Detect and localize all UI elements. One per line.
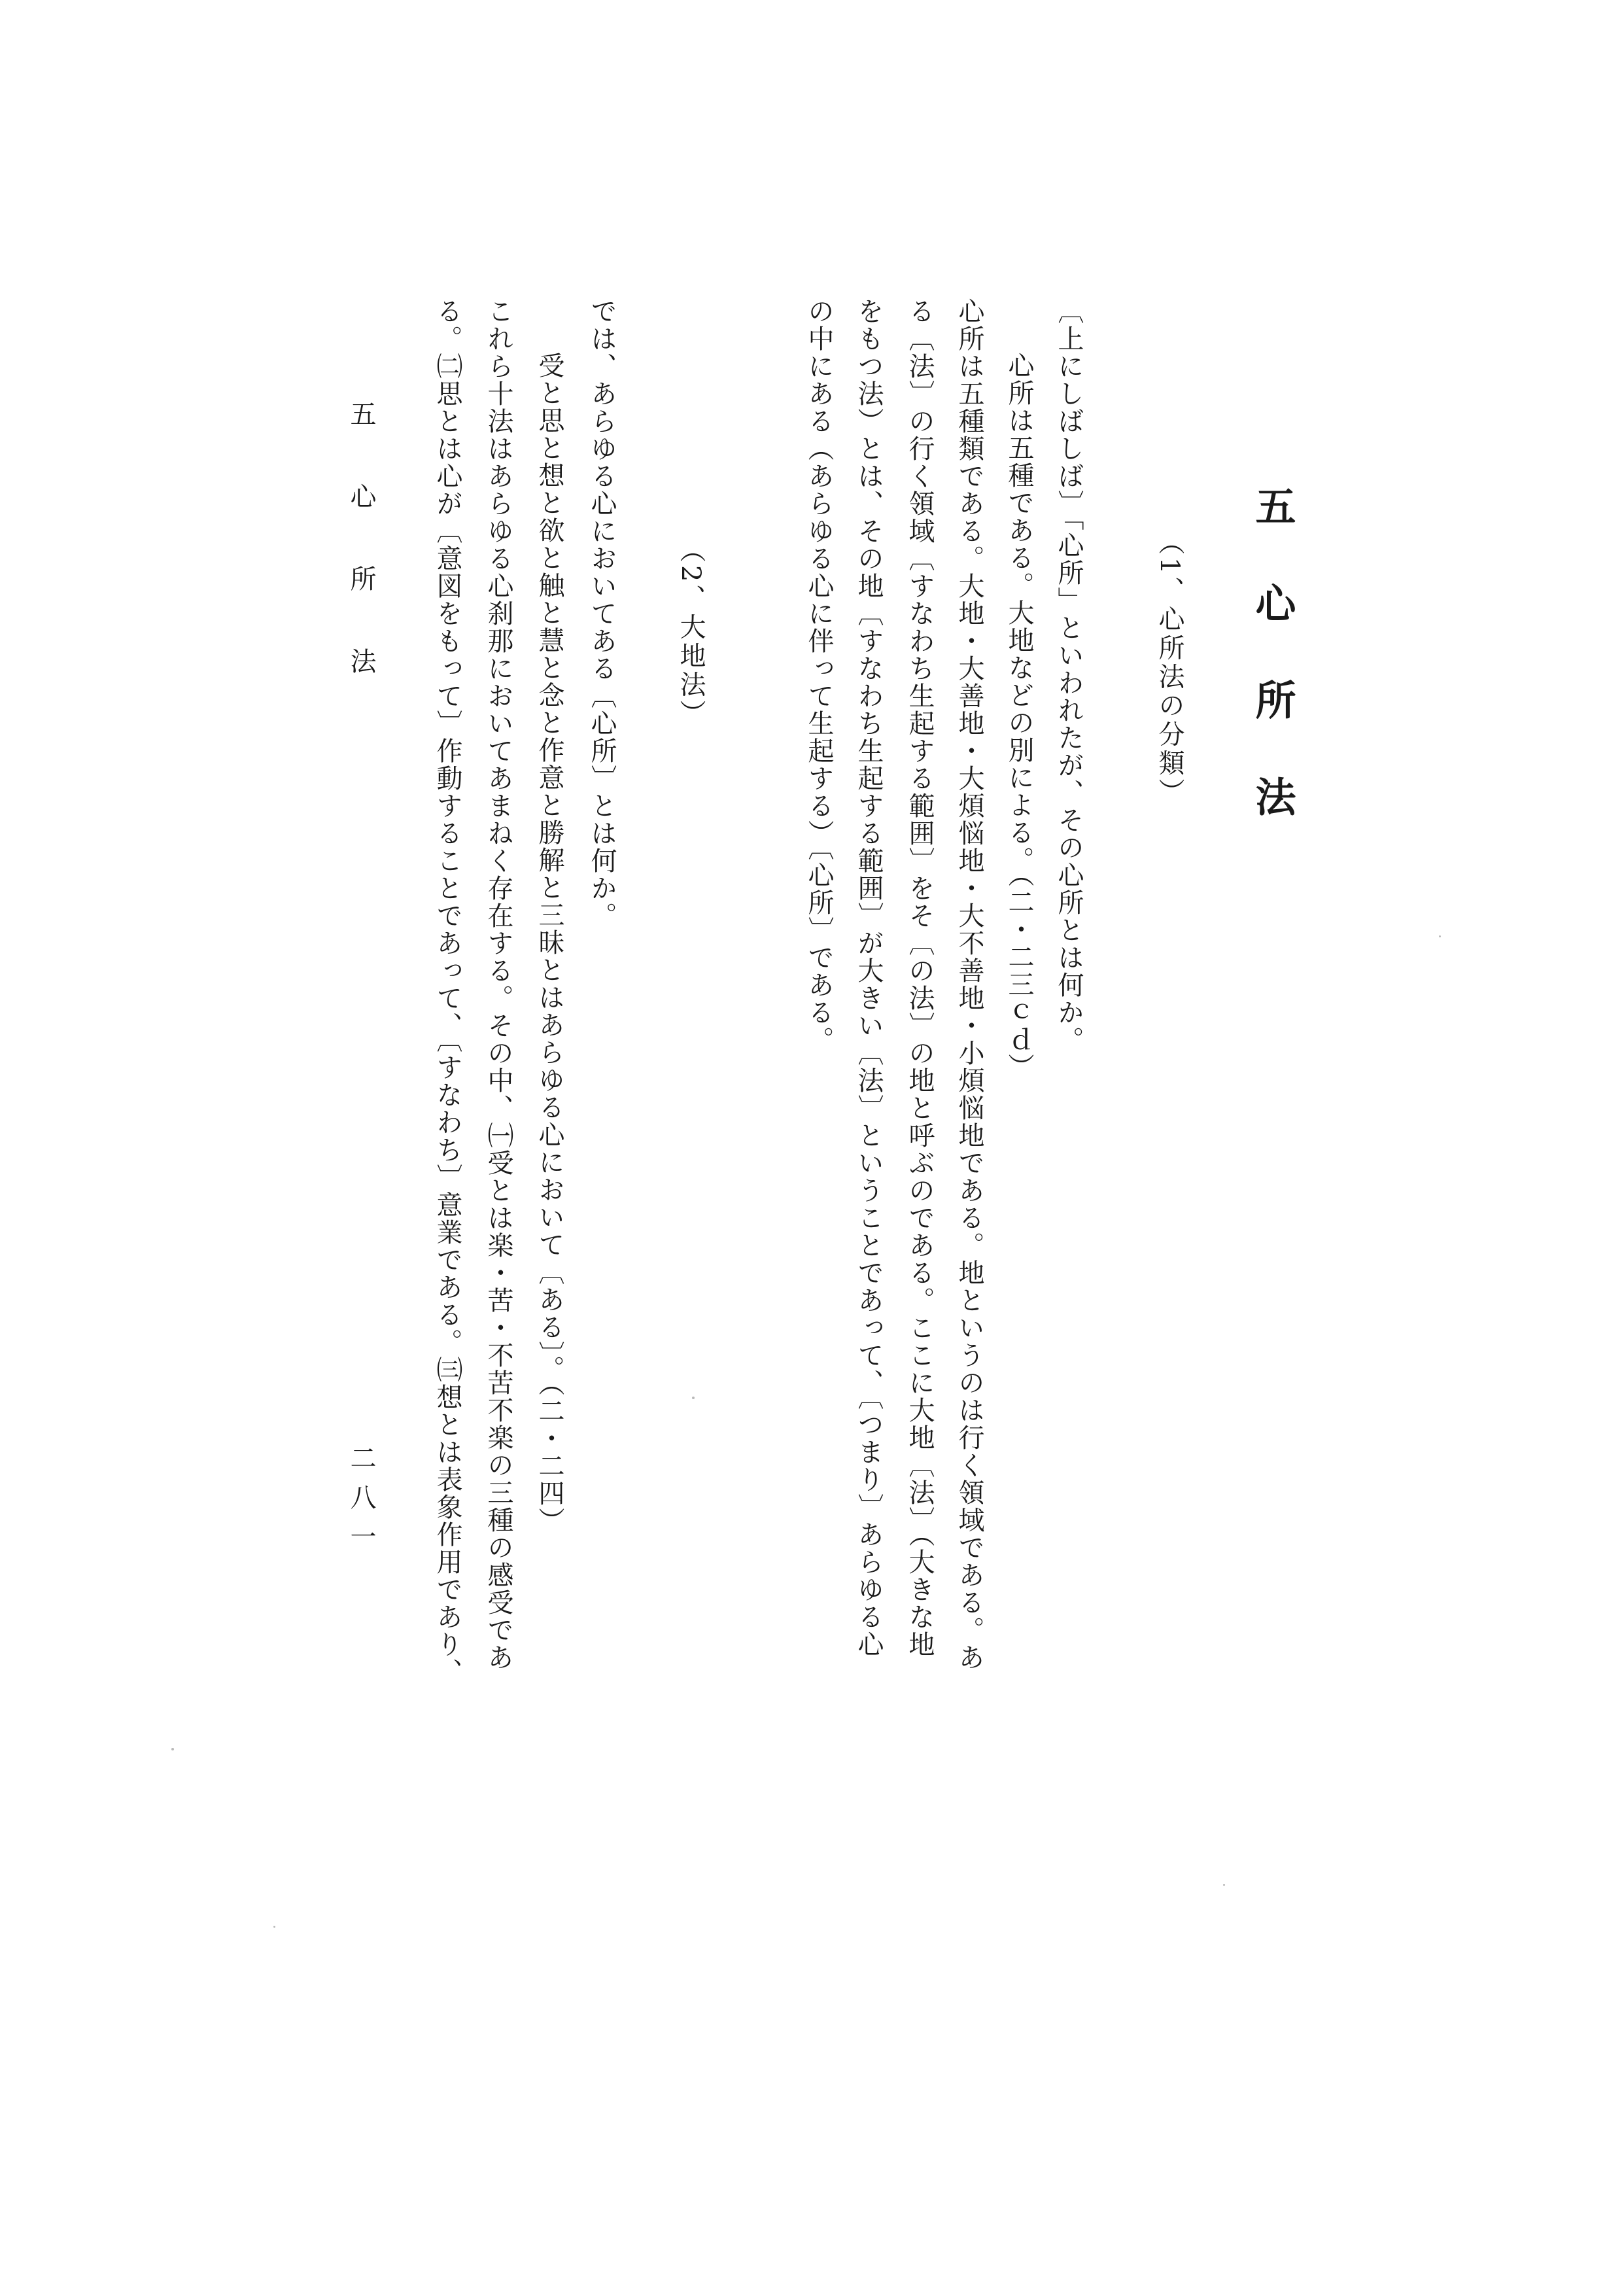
section-1-line: 心所は五種類である。大地・大善地・大煩悩地・大不善地・小煩悩地である。地というのは行く領域である。あ [954, 298, 984, 1671]
scan-speck [692, 1397, 695, 1399]
section-2-heading: （2、大地法） [676, 536, 706, 729]
section-2-verse: 受と思と想と欲と触と慧と念と作意と勝解と三昧とはあらゆる心において〔ある〕。（二・二四） [534, 352, 564, 1535]
section-1-line: の中にある（あらゆる心に伴って生起する）〔心所〕である。 [804, 298, 834, 1054]
running-title: 五心所法 [346, 400, 376, 730]
scan-speck [273, 1926, 275, 1928]
section-1-line: をもつ法）とは、その地〔すなわち生起する範囲〕が大きい〔法〕ということであって、〔つまり〕あらゆる心 [854, 298, 884, 1658]
section-2-line: これら十法はあらゆる心刹那においてあまねく存在する。その中、㈠受とは楽・苦・不苦不楽の三種の感受であ [483, 298, 513, 1671]
scan-speck [1439, 935, 1441, 937]
section-1-verse: 心所は五種である。大地などの別による。（二・二三ｃｄ） [1004, 352, 1034, 1081]
scan-speck [1223, 1884, 1225, 1886]
section-2-line: では、あらゆる心においてある〔心所〕とは何か。 [587, 298, 617, 930]
section-1-line: る〔法〕の行く領域〔すなわち生起する範囲〕をそ〔の法〕の地と呼ぶのである。ここに大地〔法〕（大きな地 [905, 298, 935, 1658]
section-2-line: る。㈡思とは心が〔意図をもって〕作動することであって、〔すなわち〕意業である。㈢想とは表象作用であり、 [432, 298, 462, 1686]
page-number: 二八一 [346, 1444, 376, 1562]
section-1-heading: （1、心所法の分類） [1154, 529, 1184, 807]
chapter-title: 五心所法 [1249, 485, 1296, 873]
scan-speck [171, 1748, 174, 1750]
section-1-line: 〔上にしばしば〕「心所」といわれたが、その心所とは何か。 [1054, 298, 1084, 1054]
